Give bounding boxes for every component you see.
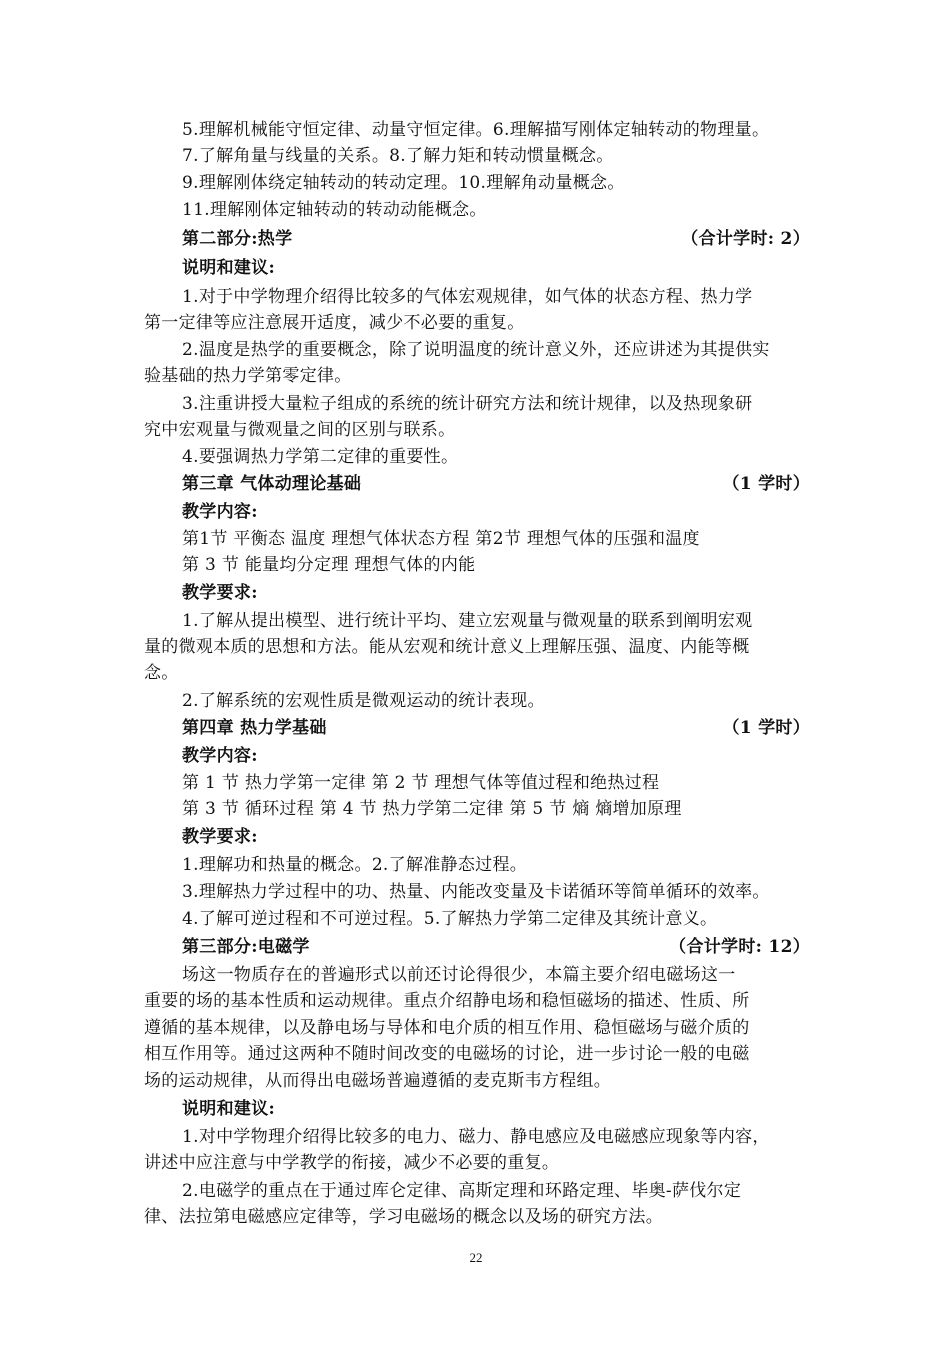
part2-advice-2-line-1: 2.温度是热学的重要概念，除了说明温度的统计意义外，还应讲述为其提供实 (182, 340, 770, 360)
part3-advice-heading: 说明和建议: (182, 1099, 276, 1119)
chapter3-title: 第三章 气体动理论基础 (182, 474, 362, 494)
chapter3-content-line-2: 第 3 节 能量均分定理 理想气体的内能 (182, 555, 476, 575)
chapter4-req-line-2: 3.理解热力学过程中的功、热量、内能改变量及卡诺循环等简单循环的效率。 (182, 882, 770, 902)
chapter3-req-heading: 教学要求: (182, 583, 258, 603)
part3-advice-2-line-2: 律、法拉第电磁感应定律等，学习电磁场的概念以及场的研究方法。 (144, 1207, 663, 1227)
chapter4-content-line-1: 第 1 节 热力学第一定律 第 2 节 理想气体等值过程和绝热过程 (182, 773, 660, 793)
part2-advice-4: 4.要强调热力学第二定律的重要性。 (182, 447, 459, 467)
part2-advice-2-line-2: 验基础的热力学第零定律。 (144, 366, 352, 386)
chapter4-title: 第四章 热力学基础 (182, 718, 327, 738)
part3-advice-1-line-2: 讲述中应注意与中学教学的衔接，减少不必要的重复。 (144, 1153, 560, 1173)
chapter4-content-heading: 教学内容: (182, 746, 258, 766)
mech-req-line-1: 5.理解机械能守恒定律、动量守恒定律。6.理解描写刚体定轴转动的物理量。 (182, 120, 770, 140)
part3-title: 第三部分:电磁学 (182, 937, 310, 957)
part2-advice-heading: 说明和建议: (182, 258, 276, 278)
chapter4-content-line-2: 第 3 节 循环过程 第 4 节 热力学第二定律 第 5 节 熵 熵增加原理 (182, 799, 682, 819)
mech-req-line-3: 9.理解刚体绕定轴转动的转动定理。10.理解角动量概念。 (182, 173, 625, 193)
part3-intro-line-3: 遵循的基本规律，以及静电场与导体和电介质的相互作用、稳恒磁场与磁介质的 (144, 1018, 750, 1038)
part2-advice-1-line-2: 第一定律等应注意展开适度，减少不必要的重复。 (144, 313, 525, 333)
part3-intro-line-2: 重要的场的基本性质和运动规律。重点介绍静电场和稳恒磁场的描述、性质、所 (144, 991, 750, 1011)
part3-intro-line-4: 相互作用等。通过这两种不随时间改变的电磁场的讨论，进一步讨论一般的电磁 (144, 1044, 750, 1064)
mech-req-line-4: 11.理解刚体定轴转动的转动动能概念。 (182, 200, 487, 220)
part2-title: 第二部分:热学 (182, 229, 293, 249)
chapter4-req-line-1: 1.理解功和热量的概念。2.了解准静态过程。 (182, 855, 528, 875)
chapter3-content-heading: 教学内容: (182, 502, 258, 522)
chapter4-req-line-3: 4.了解可逆过程和不可逆过程。5.了解热力学第二定律及其统计意义。 (182, 909, 718, 929)
chapter3-req-1-line-1: 1.了解从提出模型、进行统计平均、建立宏观量与微观量的联系到阐明宏观 (182, 611, 753, 631)
chapter3-req-2: 2.了解系统的宏观性质是微观运动的统计表现。 (182, 691, 545, 711)
part3-hours: （合计学时: 12） (669, 937, 810, 957)
chapter3-req-1-line-3: 念。 (144, 663, 179, 683)
chapter3-hours: （1 学时） (722, 474, 810, 494)
part3-intro-line-5: 场的运动规律，从而得出电磁场普遍遵循的麦克斯韦方程组。 (144, 1071, 612, 1091)
part2-advice-3-line-1: 3.注重讲授大量粒子组成的系统的统计研究方法和统计规律，以及热现象研 (182, 394, 753, 414)
chapter4-hours: （1 学时） (722, 718, 810, 738)
part2-hours: （合计学时: 2） (681, 229, 810, 249)
page-number: 22 (469, 1250, 483, 1265)
part2-advice-3-line-2: 究中宏观量与微观量之间的区别与联系。 (144, 420, 456, 440)
chapter4-req-heading: 教学要求: (182, 827, 258, 847)
chapter3-content-line-1: 第1节 平衡态 温度 理想气体状态方程 第2节 理想气体的压强和温度 (182, 529, 700, 549)
chapter3-req-1-line-2: 量的微观本质的思想和方法。能从宏观和统计意义上理解压强、温度、内能等概 (144, 637, 750, 657)
part2-advice-1-line-1: 1.对于中学物理介绍得比较多的气体宏观规律，如气体的状态方程、热力学 (182, 287, 753, 307)
mech-req-line-2: 7.了解角量与线量的关系。8.了解力矩和转动惯量概念。 (182, 146, 614, 166)
part3-intro-line-1: 场这一物质存在的普遍形式以前还讨论得很少，本篇主要介绍电磁场这一 (182, 965, 736, 985)
part3-advice-2-line-1: 2.电磁学的重点在于通过库仑定律、高斯定理和环路定理、毕奥-萨伐尔定 (182, 1181, 742, 1201)
part3-advice-1-line-1: 1.对中学物理介绍得比较多的电力、磁力、静电感应及电磁感应现象等内容， (182, 1127, 770, 1147)
